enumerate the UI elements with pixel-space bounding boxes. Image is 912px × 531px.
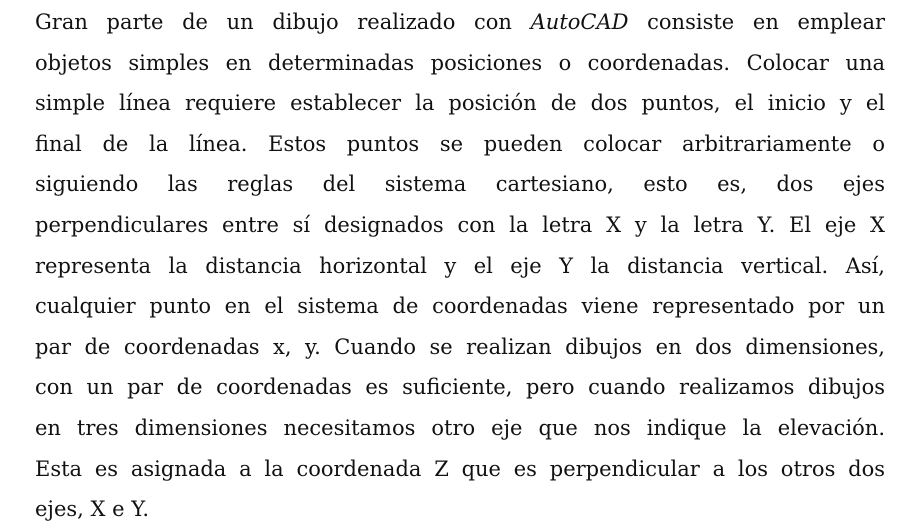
paragraph-line: final de la línea. Estos puntos se pueden colocar arbitrariamente o xyxy=(35,131,885,156)
paragraph-line xyxy=(35,2,885,43)
paragraph-line: par de coordenadas x, y. Cuando se realizan dibujos en dos dimensiones, xyxy=(35,334,885,359)
paragraph-line: perpendiculares entre sí designados con la letra X y la letra Y. El eje X xyxy=(35,213,885,237)
autocad-term: AutoCAD xyxy=(530,10,629,34)
paragraph-line: siguiendo las reglas del sistema cartesiano, esto es, dos ejes xyxy=(35,172,885,197)
line-text-before: Gran parte de un dibujo realizado con xyxy=(35,10,531,34)
paragraph-line: representa la distancia horizontal y el eje Y la distancia vertical. Así, xyxy=(35,253,885,278)
paragraph-line: Esta es asignada a la coordenada Z que es perpendicular a los otros dos xyxy=(35,456,885,481)
paragraph-line: en tres dimensiones necesitamos otro eje que nos indique la elevación. xyxy=(35,416,885,440)
paragraph-line: con un par de coordenadas es suficiente, pero cuando realizamos dibujos xyxy=(35,375,885,400)
line-text-after: consiste en emplear xyxy=(628,10,885,34)
paragraph-line: ejes, X e Y. xyxy=(35,497,150,522)
document-page xyxy=(35,0,885,531)
paragraph-line: cualquier punto en el sistema de coordenadas viene representado por un xyxy=(35,294,885,319)
paragraph-line: objetos simples en determinadas posiciones o coordenadas. Colocar una xyxy=(35,50,885,75)
paragraph-line: simple línea requiere establecer la posición de dos puntos, el inicio y el xyxy=(35,91,885,116)
